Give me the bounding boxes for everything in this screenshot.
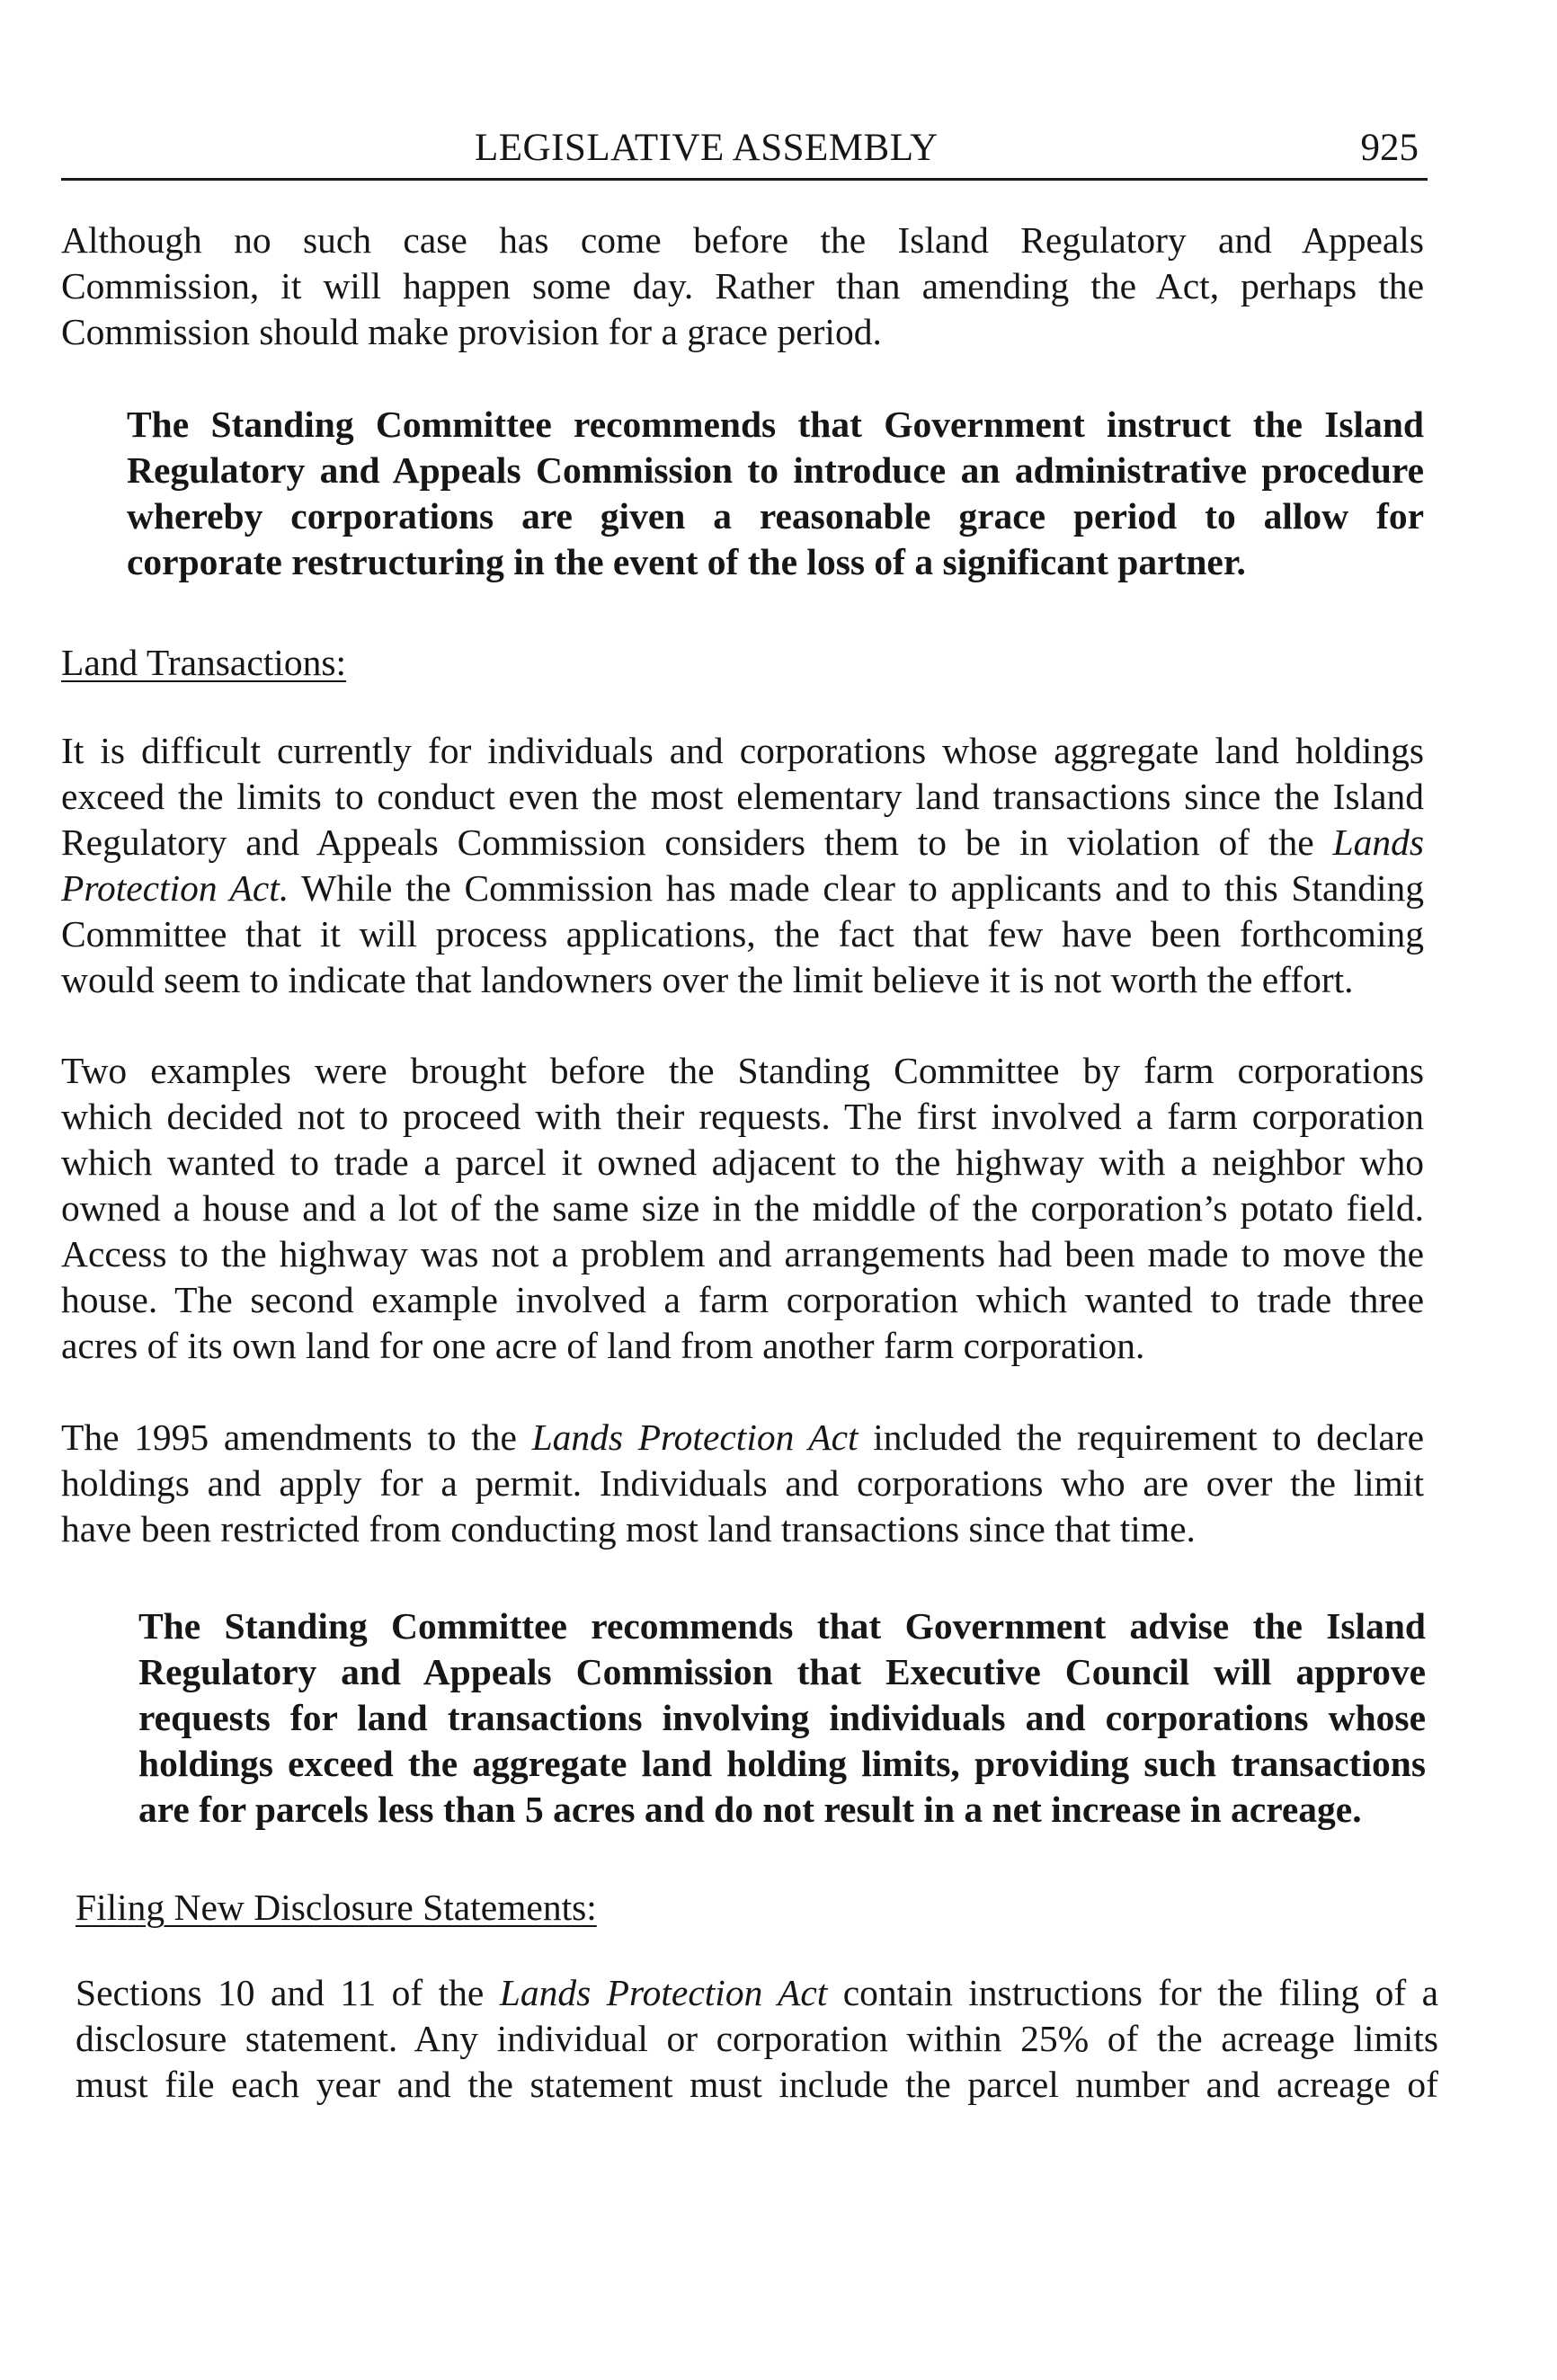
page-header (61, 122, 1428, 181)
text-line: Regulatory and Appeals Commission to introduce an administrative procedure (127, 449, 1424, 491)
text-line (61, 820, 1424, 866)
page-number: 925 (1360, 127, 1419, 169)
text-span: Sections 10 and 11 of the (76, 1972, 485, 2013)
text-line: exceed the limits to conduct even the most elementary land transactions since the Island (61, 776, 1424, 817)
text-line: corporate restructuring in the event of the loss of a significant partner. (127, 541, 1246, 582)
running-title: LEGISLATIVE ASSEMBLY (475, 127, 939, 169)
text-line: which wanted to trade a parcel it owned adjacent to the highway with a neighbor who (61, 1141, 1424, 1183)
act-title: Lands Protection Act (531, 1416, 859, 1458)
paragraph-grace-period (61, 218, 1424, 355)
section-heading-land-transactions: Land Transactions: (61, 642, 347, 683)
text-line: are for parcels less than 5 acres and do not result in a net increase in acreage. (138, 1789, 1362, 1830)
text-span: included the requirement to declare (858, 1416, 1424, 1458)
text-span: The 1995 amendments to the (61, 1416, 517, 1458)
text-span: While the Commission has made clear to applicants and to this Standing (289, 867, 1424, 909)
text-line (61, 1415, 1424, 1461)
text-line: Commission should make provision for a grace period. (61, 311, 882, 352)
paragraph-land-amendments (61, 1415, 1424, 1552)
paragraph-filing-disclosure (76, 1970, 1438, 2108)
text-line: have been restricted from conducting most land transactions since that time. (61, 1508, 1196, 1550)
recommendation-grace-period (127, 402, 1424, 585)
text-line: must file each year and the statement must include the parcel number and acreage of (76, 2064, 1438, 2105)
section-heading-filing-disclosure: Filing New Disclosure Statements: (76, 1887, 597, 1928)
act-title: Protection Act. (61, 867, 289, 909)
text-line: holdings exceed the aggregate land holding limits, providing such transactions (138, 1743, 1426, 1784)
text-line: Although no such case has come before the Island Regulatory and Appeals (61, 219, 1424, 261)
paragraph-land-examples (61, 1048, 1424, 1369)
paragraph-land-difficulty (61, 728, 1424, 1003)
text-line: would seem to indicate that landowners over the limit believe it is not worth the effort. (61, 959, 1354, 1000)
act-title: Lands Protection Act (499, 1972, 828, 2013)
text-line: whereby corporations are given a reasonable grace period to allow for (127, 495, 1424, 537)
text-span: Regulatory and Appeals Commission considers them to be in violation of the (61, 821, 1314, 863)
text-line: holdings and apply for a permit. Individuals and corporations who are over the limit (61, 1462, 1424, 1504)
text-line: It is difficult currently for individuals and corporations whose aggregate land holdings (61, 730, 1424, 771)
text-line: Access to the highway was not a problem and arrangements had been made to move the (61, 1233, 1424, 1274)
text-line: Two examples were brought before the Standing Committee by farm corporations (61, 1050, 1424, 1091)
text-line: Regulatory and Appeals Commission that Executive Council will approve (138, 1651, 1426, 1692)
text-line (76, 1970, 1438, 2016)
text-line: requests for land transactions involving individuals and corporations whose (138, 1697, 1426, 1738)
text-line: owned a house and a lot of the same size in the middle of the corporation’s potato field. (61, 1187, 1424, 1229)
text-span: contain instructions for the filing of a (827, 1972, 1438, 2013)
recommendation-land-transactions (138, 1603, 1426, 1833)
text-line (61, 866, 1424, 911)
text-line: house. The second example involved a farm corporation which wanted to trade three (61, 1279, 1424, 1320)
act-title: Lands (1332, 821, 1424, 863)
text-line: acres of its own land for one acre of land from another farm corporation. (61, 1325, 1145, 1366)
text-line: disclosure statement. Any individual or corporation within 25% of the acreage limits (76, 2018, 1438, 2059)
text-line: The Standing Committee recommends that Government advise the Island (138, 1605, 1426, 1647)
text-line: Commission, it will happen some day. Rather than amending the Act, perhaps the (61, 265, 1424, 306)
text-line: The Standing Committee recommends that Government instruct the Island (127, 404, 1424, 445)
text-line: Committee that it will process applications, the fact that few have been forthcoming (61, 913, 1424, 955)
text-line: which decided not to proceed with their requests. The first involved a farm corporation (61, 1096, 1424, 1137)
